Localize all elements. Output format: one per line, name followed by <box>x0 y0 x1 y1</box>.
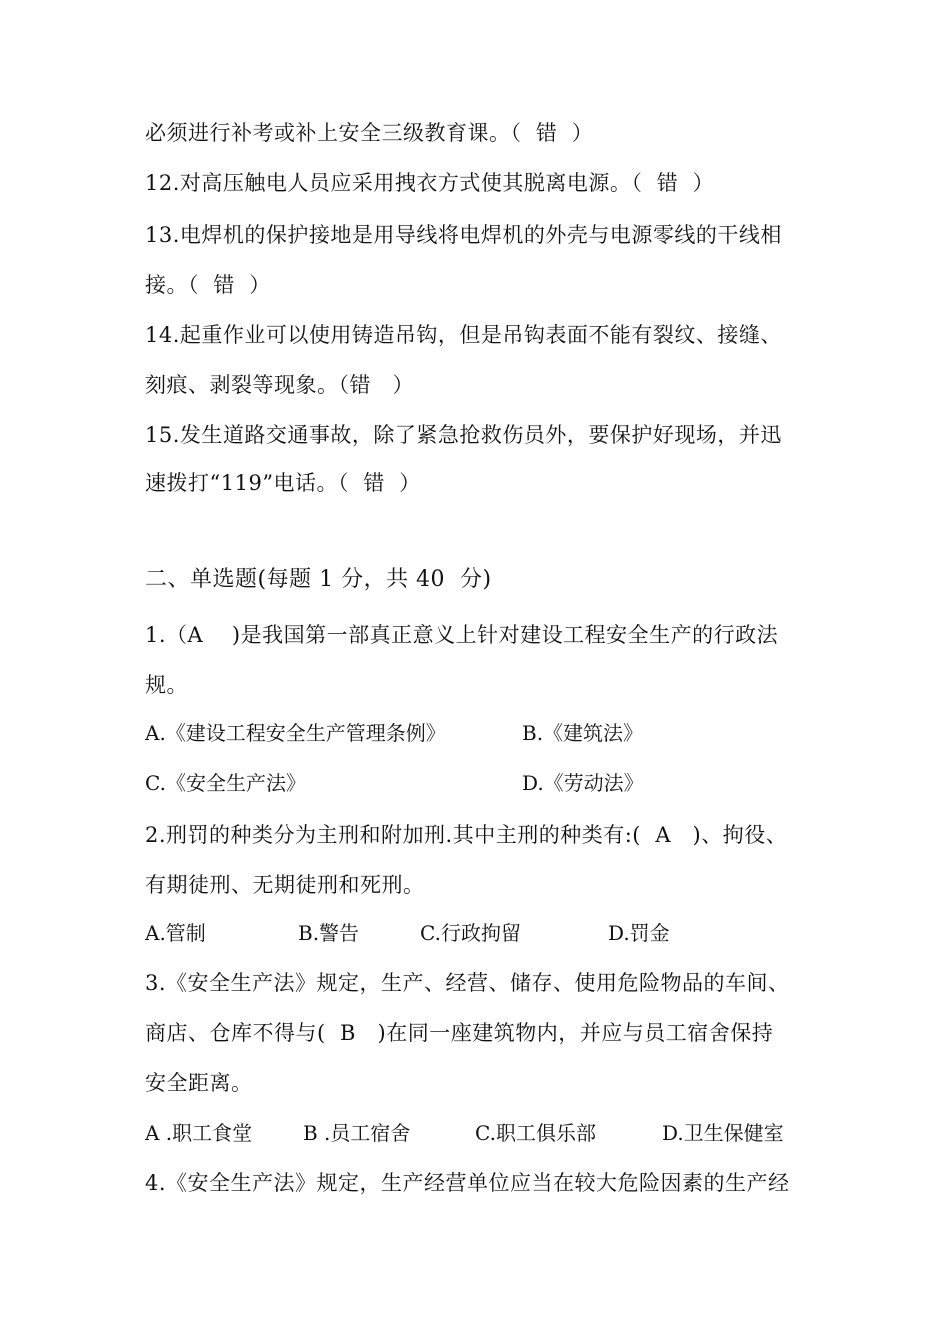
mc-question-2-option-c: C.行政拘留 <box>420 921 521 945</box>
mc-question-2-option-a: A.管制 <box>145 921 206 945</box>
mc-question-3-line3: 安全距离。 <box>145 1071 253 1095</box>
mc-question-4-line1: 4.《安全生产法》规定，生产经营单位应当在较大危险因素的生产经 <box>145 1171 790 1195</box>
mc-question-3-line2: 商店、仓库不得与( B )在同一座建筑物内，并应与员工宿舍保持 <box>145 1021 774 1045</box>
answer-line-11-cont: 必须进行补考或补上安全三级教育课。（ 错 ） <box>145 121 594 145</box>
question-14-line1: 14.起重作业可以使用铸造吊钩，但是吊钩表面不能有裂纹、接缝、 <box>145 323 782 347</box>
mc-question-2-line2: 有期徒刑、无期徒刑和死刑。 <box>145 873 425 897</box>
mc-question-2-line1: 2.刑罚的种类分为主刑和附加刑.其中主刑的种类有:( A )、拘役、 <box>145 823 788 847</box>
mc-question-3-option-d: D.卫生保健室 <box>662 1121 784 1145</box>
mc-question-1-option-c: C.《安全生产法》 <box>145 771 306 795</box>
question-13-line2: 接。（ 错 ） <box>145 273 271 297</box>
question-12: 12.对高压触电人员应采用拽衣方式使其脱离电源。（ 错 ） <box>145 171 715 195</box>
mc-question-3-option-b: B .员工宿舍 <box>303 1121 411 1145</box>
question-15-line2: 速拨打“119”电话。（ 错 ） <box>145 471 421 495</box>
mc-question-1-option-b: B.《建筑法》 <box>522 721 644 745</box>
question-13-line1: 13.电焊机的保护接地是用导线将电焊机的外壳与电源零线的干线相 <box>145 223 782 247</box>
mc-question-2-option-b: B.警告 <box>298 921 360 945</box>
mc-question-1-option-d: D.《劳动法》 <box>522 771 644 795</box>
mc-question-3-line1: 3.《安全生产法》规定，生产、经营、储存、使用危险物品的车间、 <box>145 971 790 995</box>
mc-question-2-option-d: D.罚金 <box>608 921 670 945</box>
question-14-line2: 刻痕、剥裂等现象。（错 ） <box>145 373 415 397</box>
mc-question-3-option-a: A .职工食堂 <box>145 1121 253 1145</box>
mc-question-1-option-a: A.《建设工程安全生产管理条例》 <box>145 721 446 745</box>
mc-question-1-line1: 1.（A )是我国第一部真正意义上针对建设工程安全生产的行政法 <box>145 623 779 647</box>
section-title: 二、单选题(每题 1 分，共 40 分) <box>145 567 492 592</box>
mc-question-1-line2: 规。 <box>145 673 188 697</box>
question-15-line1: 15.发生道路交通事故，除了紧急抢救伤员外，要保护好现场，并迅 <box>145 423 782 447</box>
mc-question-3-option-c: C.职工俱乐部 <box>475 1121 596 1145</box>
